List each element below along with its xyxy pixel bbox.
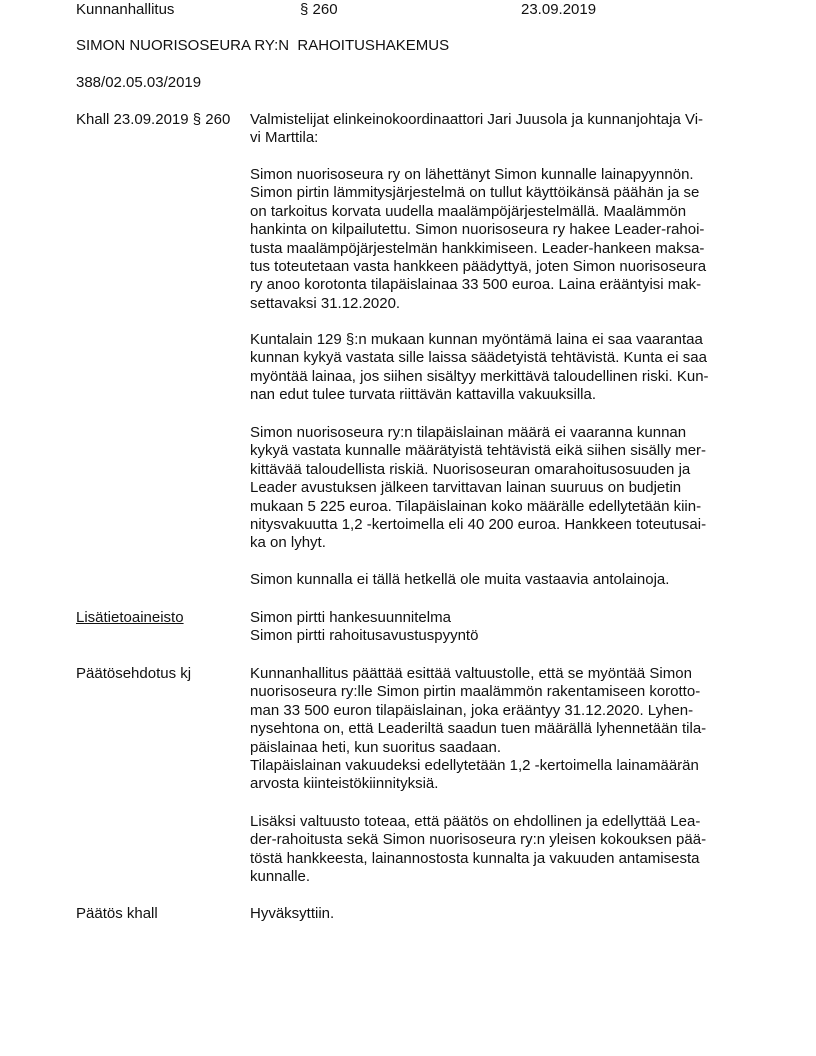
paragraph-line: tusta maalämpöjärjestelmän hankkimiseen. Leader-hankeen maksa- <box>250 239 705 257</box>
decision-text <box>250 905 750 923</box>
additional-info-item: Simon pirtti hankesuunnitelma <box>250 609 451 626</box>
body-paragraph-4 <box>250 571 750 589</box>
proposal-line: Lisäksi valtuusto toteaa, että päätös on ehdollinen ja edellyttää Lea- <box>250 813 701 830</box>
paragraph-line: nan edut tulee turvata riittävän kattavilla vakuuksilla. <box>250 386 597 404</box>
body-paragraph-1 <box>250 166 750 313</box>
decision-line: Hyväksyttiin. <box>250 905 335 922</box>
proposal-line: man 33 500 euron tilapäislainan, joka erääntyy 31.12.2020. Lyhen- <box>250 701 694 719</box>
proposal-line: töstä hankkeesta, lainannostosta kunnalta ja vakuuden antamisesta <box>250 849 700 867</box>
decision-label: Päätös khall <box>76 905 158 922</box>
document-title: SIMON NUORISOSEURA RY:N RAHOITUSHAKEMUS <box>76 37 450 54</box>
header-date: 23.09.2019 <box>521 1 597 18</box>
record-number: 388/02.05.03/2019 <box>76 74 202 91</box>
paragraph-line: ka on lyhyt. <box>250 534 326 552</box>
paragraph-line: kykyä vastata kunnalle määrätyistä tehtävistä eikä siihen sisälly mer- <box>250 442 707 460</box>
paragraph-line: hankinta on kilpailutettu. Simon nuorisoseura ry hakee Leader-rahoi- <box>250 221 705 239</box>
paragraph-line: kittävää taloudellista riskiä. Nuorisoseuran omarahoitusosuuden ja <box>250 460 691 478</box>
paragraph-line: Leader avustuksen jälkeen tarvittavan lainan suuruus on budjetin <box>250 479 682 497</box>
additional-info-label: Lisätietoaineisto <box>76 609 184 626</box>
paragraph-line: nitysvakuutta 1,2 -kertoimella eli 40 200 euroa. Hankkeen toteutusai- <box>250 516 707 534</box>
preparation-line: vi Marttila: <box>250 129 319 147</box>
paragraph-line: kunnan kykyä vastata sille laissa säädetyistä tehtävistä. Kunta ei saa <box>250 349 707 367</box>
paragraph-line: on tarkoitus korvata uudella maalämpöjärjestelmällä. Maalämmön <box>250 202 687 220</box>
paragraph-line: mukaan 5 225 euroa. Tilapäislainan koko määrälle edellytetään kiin- <box>250 497 702 515</box>
paragraph-line: Kuntalain 129 §:n mukaan kunnan myöntämä laina ei saa vaarantaa <box>250 331 703 348</box>
proposal-line: päislainaa heti, kun suoritus saadaan. <box>250 738 502 756</box>
paragraph-line: Simon pirtin lämmitysjärjestelmä on tullut käyttöikänsä päähän ja se <box>250 184 700 202</box>
proposal-paragraph-1 <box>250 665 750 794</box>
proposal-label: Päätösehdotus kj <box>76 665 192 682</box>
preparation-line: Valmistelijat elinkeinokoordinaattori Jari Juusola ja kunnanjohtaja Vi- <box>250 111 704 128</box>
proposal-line: kunnalle. <box>250 868 311 886</box>
paragraph-line: ry anoo korotonta tilapäislainaa 33 500 euroa. Laina erääntyisi mak- <box>250 276 702 294</box>
additional-info-list <box>250 609 750 646</box>
paragraph-line: Simon nuorisoseura ry:n tilapäislainan määrä ei vaaranna kunnan <box>250 424 687 441</box>
proposal-line: arvosta kiinteistökiinnityksiä. <box>250 775 439 793</box>
header-section: § 260 <box>300 1 338 18</box>
proposal-line: nuorisoseura ry:lle Simon pirtin maalämmön rakentamiseen korotto- <box>250 683 701 701</box>
body-paragraph-2 <box>250 331 750 405</box>
proposal-paragraph-2 <box>250 813 750 887</box>
proposal-line: Kunnanhallitus päättää esittää valtuustolle, että se myöntää Simon <box>250 665 692 682</box>
paragraph-line: Simon kunnalla ei tällä hetkellä ole muita vastaavia antolainoja. <box>250 571 670 588</box>
header-body: Kunnanhallitus <box>76 1 175 18</box>
proposal-line: Tilapäislainan vakuudeksi edellytetään 1,2 -kertoimella lainamäärän <box>250 757 699 775</box>
paragraph-line: settavaksi 31.12.2020. <box>250 294 401 312</box>
preparation-label: Khall 23.09.2019 § 260 <box>76 111 231 128</box>
proposal-line: nysehtona on, että Leaderiltä saadun tuen määrällä lyhennetään tila- <box>250 720 707 738</box>
additional-info-item: Simon pirtti rahoitusavustuspyyntö <box>250 627 479 645</box>
paragraph-line: Simon nuorisoseura ry on lähettänyt Simon kunnalle lainapyynnön. <box>250 166 694 183</box>
body-paragraph-3 <box>250 424 750 553</box>
paragraph-line: myöntää lainaa, jos siihen sisältyy merkittävä taloudellinen riski. Kun- <box>250 367 709 385</box>
proposal-line: der-rahoitusta sekä Simon nuorisoseura ry:n yleisen kokouksen pää- <box>250 831 707 849</box>
paragraph-line: tus toteutetaan vasta hankkeen päädyttyä, joten Simon nuorisoseura <box>250 258 707 276</box>
preparation-text <box>250 111 750 148</box>
